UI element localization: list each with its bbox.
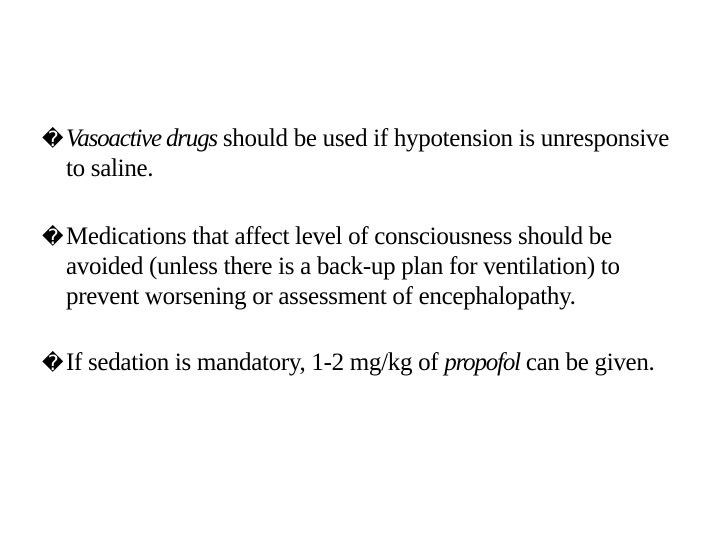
bullet-text: Medications that affect level of consciousness should be avoided (unless there is a back-up plan for ventilation) to prevent worsening or assessment of encephalopathy. (66, 223, 620, 310)
bullet-text: If sedation is mandatory, 1-2 mg/kg of (66, 349, 445, 376)
bullet-text: should be used if hypotension is unresponsive to saline. (66, 125, 670, 182)
bullet-list (42, 124, 682, 378)
bullet-item-sedation (42, 348, 682, 378)
bullet-item-medications (42, 222, 682, 312)
bullet-marker-icon: � (42, 127, 64, 151)
bullet-item-vasoactive-drugs (42, 124, 682, 184)
bullet-marker-icon: � (42, 351, 64, 375)
bullet-marker-icon: � (42, 225, 64, 249)
bullet-text: can be given. (519, 349, 655, 376)
term-vasoactive-drugs: Vasoactive drugs (66, 125, 217, 152)
term-propofol: propofol (444, 349, 520, 376)
